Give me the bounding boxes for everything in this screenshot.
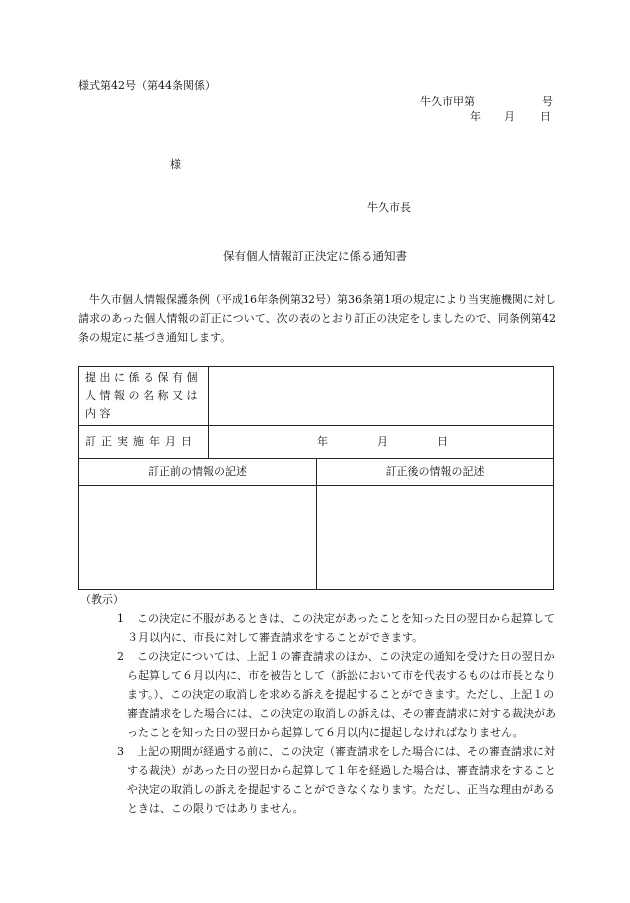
table-row: [79, 459, 554, 486]
note-number: 1: [117, 612, 124, 625]
note-text: 上記の期間が経過する前に、この決定（審査請求をした場合には、その審査請求に対する裁決）があった日の翌日から起算して１年を経過した場合は、審査請求をすることや決定の取消しの訴えを提起することができなくなります。ただし、正当な理由があるときは、この限りではありません。: [127, 745, 556, 815]
issue-date-year: 年: [470, 110, 481, 123]
table-row: [79, 426, 554, 459]
info-name-label-text: 提出に係る保有個人情報の名称又は内容: [85, 371, 201, 420]
body-paragraph: [78, 290, 556, 347]
document-title: 保有個人情報訂正決定に係る通知書: [223, 249, 407, 263]
before-value[interactable]: [79, 486, 317, 590]
correction-date-month: 月: [377, 434, 388, 448]
correction-date-day: 日: [437, 434, 448, 448]
correction-date-value[interactable]: [209, 426, 554, 459]
note-text: この決定に不服があるときは、この決定があったことを知った日の翌日から起算して３月以内に、市長に対して審査請求をすることができます。: [127, 612, 555, 644]
notes-heading: （教示）: [80, 593, 124, 606]
table-row: [79, 367, 554, 426]
issue-date-day: 日: [540, 110, 551, 123]
list-item: [117, 609, 559, 647]
info-name-label: [79, 367, 209, 426]
body-paragraph-text: 牛久市個人情報保護条例（平成16年条例第32号）第36条第1項の規定により当実施機関に対し請求のあった個人情報の訂正について、次の表のとおり訂正の決定をしましたので、同条例第42条の規定に基づき通知します。: [78, 293, 556, 344]
list-item: [117, 647, 559, 742]
note-number: 2: [117, 650, 124, 663]
list-item: [117, 742, 559, 818]
note-number: 3: [117, 745, 124, 758]
correction-date-year: 年: [317, 434, 328, 448]
info-name-value[interactable]: [209, 367, 554, 426]
after-header: 訂正後の情報の記述: [317, 459, 554, 486]
after-value[interactable]: [317, 486, 554, 590]
issue-date-month: 月: [504, 110, 515, 123]
addressee-honorific: 様: [170, 158, 181, 171]
note-text: この決定については、上記１の審査請求のほか、この決定の通知を受けた日の翌日から起算して６月以内に、市を被告として（訴訟において市を代表するものは市長となります。）、この決定の取消しを求める訴えを提起することができます。ただし、上記１の審査請求をした場合には、この決定の取消しの訴えは、その審査請求に対する裁決があったことを知った日の翌日から起算して６月以内に提起しなければなりません。: [127, 650, 556, 739]
notes-list: [117, 609, 559, 818]
correction-date-label: 訂正実施年月日: [79, 426, 209, 459]
correction-table: [78, 366, 554, 590]
document-number-suffix: 号: [542, 95, 553, 108]
form-number: 様式第42号（第44条関係）: [78, 79, 216, 92]
table-row: [79, 486, 554, 590]
document-number-prefix: 牛久市甲第: [420, 95, 475, 108]
sender-name: 牛久市長: [367, 201, 411, 214]
before-header: 訂正前の情報の記述: [79, 459, 317, 486]
